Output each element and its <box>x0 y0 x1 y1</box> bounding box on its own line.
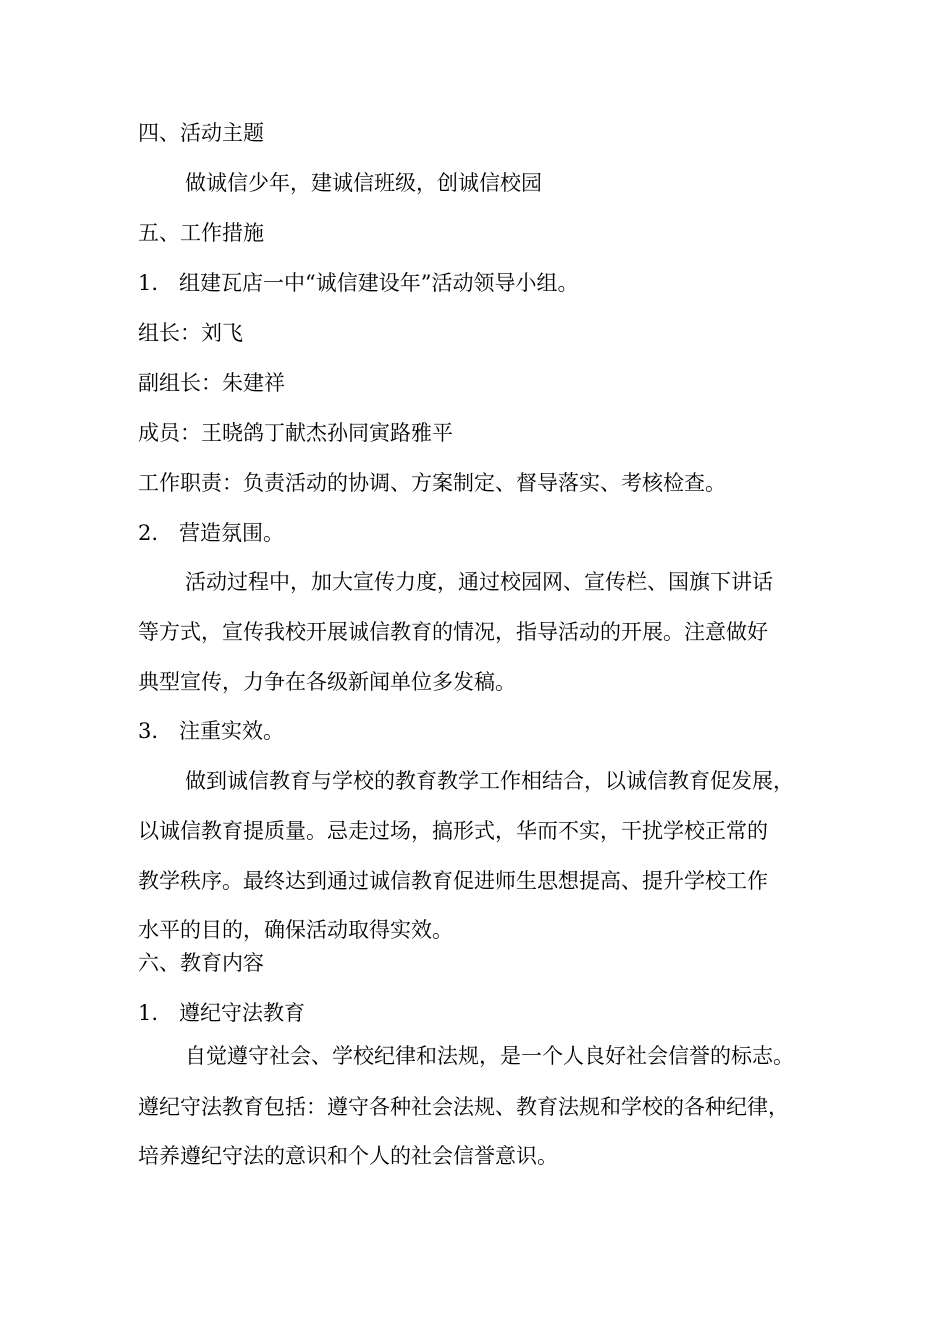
duties-line: 工作职责：负责活动的协调、方案制定、督导落实、考核检查。 <box>138 471 726 495</box>
deputy-leader-line: 副组长：朱建祥 <box>138 371 285 395</box>
members-line: 成员：王晓鸽丁献杰孙同寅路雅平 <box>138 421 453 445</box>
section-heading-theme: 四、活动主题 <box>138 121 264 145</box>
section-heading-content: 六、教育内容 <box>138 951 264 975</box>
paragraph-line: 教学秩序。最终达到通过诚信教育促进师生思想提高、提升学校工作 <box>138 869 768 893</box>
theme-text: 做诚信少年，建诚信班级，创诚信校园 <box>185 171 542 195</box>
paragraph-line: 等方式，宣传我校开展诚信教育的情况，指导活动的开展。注意做好 <box>138 620 768 644</box>
leader-line: 组长：刘飞 <box>138 321 243 345</box>
measure-1-title: 1. 组建瓦店一中“诚信建设年”活动领导小组。 <box>138 271 579 295</box>
paragraph-line: 活动过程中，加大宣传力度，通过校园网、宣传栏、国旗下讲话 <box>185 570 773 594</box>
paragraph-line: 典型宣传，力争在各级新闻单位多发稿。 <box>138 670 516 694</box>
paragraph-line: 水平的目的，确保活动取得实效。 <box>138 918 453 942</box>
paragraph-line: 以诚信教育提质量。忌走过场，搞形式，华而不实，干扰学校正常的 <box>138 819 768 843</box>
measure-3-title: 3. 注重实效。 <box>138 719 285 743</box>
content-1-title: 1. 遵纪守法教育 <box>138 1001 306 1025</box>
measure-2-title: 2. 营造氛围。 <box>138 521 285 545</box>
paragraph-line: 遵纪守法教育包括：遵守各种社会法规、教育法规和学校的各种纪律， <box>138 1095 789 1119</box>
paragraph-line: 自觉遵守社会、学校纪律和法规，是一个人良好社会信誉的标志。 <box>185 1044 794 1068</box>
section-heading-measures: 五、工作措施 <box>138 221 264 245</box>
paragraph-line: 做到诚信教育与学校的教育教学工作相结合，以诚信教育促发展， <box>185 769 794 793</box>
paragraph-line: 培养遵纪守法的意识和个人的社会信誉意识。 <box>138 1144 558 1168</box>
